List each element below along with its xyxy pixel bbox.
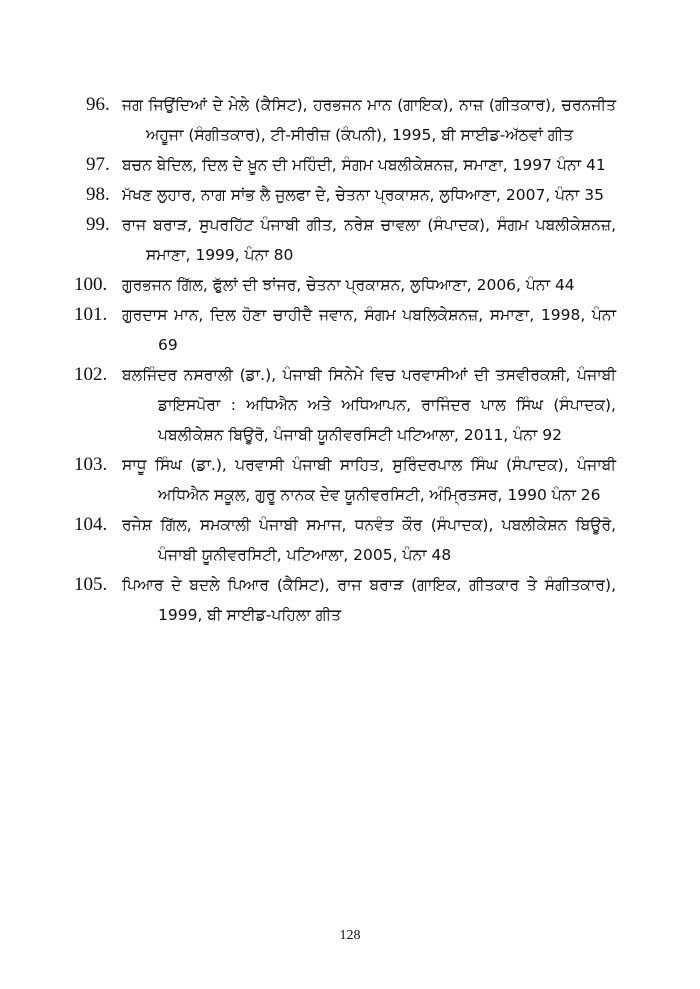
page-number: 128 bbox=[339, 928, 361, 943]
reference-text: ਸਾਧੂ ਸਿੰਘ (ਡਾ.), ਪਰਵਾਸੀ ਪੰਜਾਬੀ ਸਾਹਿਤ, ਸੁਰਿੰਦਰਪਾਲ ਸਿੰਘ (ਸੰਪਾਦਕ), ਪੰਜਾਬੀ ਅਧਿਐਨ ਸਕੂਲ, ਗੁਰੂ ਨਾਨਕ ਦੇਵ ਯੂਨੀਵਰਸਿਟੀ, ਅੰਮ੍ਰਿਤਸਰ, 1990 ਪੰਨਾ 26 bbox=[122, 456, 616, 504]
reference-item: 100. ਗੁਰਭਜਨ ਗਿੱਲ, ਫੁੱਲਾਂ ਦੀ ਝਾਂਜਰ, ਚੇਤਨਾ ਪ੍ਰਕਾਸ਼ਨ, ਲੁਧਿਆਣਾ, 2006, ਪੰਨਾ 44 bbox=[74, 274, 575, 295]
reference-item: 101. ਗੁਰਦਾਸ ਮਾਨ, ਦਿਲ ਹੋਣਾ ਚਾਹੀਦੈ ਜਵਾਨ, ਸੰਗਮ ਪਬਲਿਕੇਸ਼ਨਜ਼, ਸਮਾਣਾ, 1998, ਪੰਨਾ 69 bbox=[74, 304, 616, 354]
reference-item: 103. ਸਾਧੂ ਸਿੰਘ (ਡਾ.), ਪਰਵਾਸੀ ਪੰਜਾਬੀ ਸਾਹਿਤ, ਸੁਰਿੰਦਰਪਾਲ ਸਿੰਘ (ਸੰਪਾਦਕ), ਪੰਜਾਬੀ ਅਧਿਐਨ ਸਕੂਲ, ਗੁਰੂ ਨਾਨਕ ਦੇਵ ਯੂਨੀਵਰਸਿਟੀ, ਅੰਮ੍ਰਿਤਸਰ, 1990 ਪੰਨਾ 26 bbox=[74, 454, 616, 504]
reference-item: 96. ਜਗ ਜਿਉਂਦਿਆਂ ਦੇ ਮੇਲੇ (ਕੈਸਿਟ), ਹਰਭਜਨ ਮਾਨ (ਗਾਇਕ), ਨਾਜ਼ (ਗੀਤਕਾਰ), ਚਰਨਜੀਤ ਅਹੂਜਾ (ਸੰਗੀਤਕਾਰ), ਟੀ-ਸੀਰੀਜ਼ (ਕੰਪਨੀ), 1995, ਬੀ ਸਾਈਡ-ਅੱਠਵਾਂ ਗੀਤ bbox=[86, 94, 616, 144]
reference-text: ਰਜੇਸ਼ ਗਿੱਲ, ਸਮਕਾਲੀ ਪੰਜਾਬੀ ਸਮਾਜ, ਧਨਵੰਤ ਕੌਰ (ਸੰਪਾਦਕ), ਪਬਲੀਕੇਸ਼ਨ ਬਿਊਰੋ, ਪੰਜਾਬੀ ਯੂਨੀਵਰਸਿਟੀ, ਪਟਿਆਲਾ, 2005, ਪੰਨਾ 48 bbox=[122, 516, 616, 564]
reference-text: ਬਲਜਿੰਦਰ ਨਸਰਾਲੀ (ਡਾ.), ਪੰਜਾਬੀ ਸਿਨੇਮੇ ਵਿਚ ਪਰਵਾਸੀਆਂ ਦੀ ਤਸਵੀਰਕਸ਼ੀ, ਪੰਜਾਬੀ ਡਾਇਸਪੋਰਾ : ਅਧਿਐਨ ਅਤੇ ਅਧਿਆਪਨ, ਰਾਜਿੰਦਰ ਪਾਲ ਸਿੰਘ (ਸੰਪਾਦਕ), ਪਬਲੀਕੇਸ਼ਨ ਬਿਊਰੋ, ਪੰਜਾਬੀ ਯੂਨੀਵਰਸਿਟੀ ਪਟਿਆਲਾ, 2011, ਪੰਨਾ 92 bbox=[122, 366, 616, 444]
reference-text: ਗੁਰਭਜਨ ਗਿੱਲ, ਫੁੱਲਾਂ ਦੀ ਝਾਂਜਰ, ਚੇਤਨਾ ਪ੍ਰਕਾਸ਼ਨ, ਲੁਧਿਆਣਾ, 2006, ਪੰਨਾ 44 bbox=[122, 276, 575, 294]
reference-text: ਮੱਖਣ ਲੁਹਾਰ, ਨਾਗ ਸਾਂਭ ਲੈ ਜੁਲਫਾ ਦੇ, ਚੇਤਨਾ ਪ੍ਰਕਾਸ਼ਨ, ਲੁਧਿਆਣਾ, 2007, ਪੰਨਾ 35 bbox=[122, 186, 604, 204]
reference-text: ਬਚਨ ਬੇਦਿਲ, ਦਿਲ ਦੇ ਖ਼ੂਨ ਦੀ ਮਹਿੰਦੀ, ਸੰਗਮ ਪਬਲੀਕੇਸ਼ਨਜ਼, ਸਮਾਣਾ, 1997 ਪੰਨਾ 41 bbox=[122, 156, 606, 174]
reference-list bbox=[74, 90, 616, 630]
reference-item: 99. ਰਾਜ ਬਰਾੜ, ਸੁਪਰਹਿੱਟ ਪੰਜਾਬੀ ਗੀਤ, ਨਰੇਸ਼ ਚਾਵਲਾ (ਸੰਪਾਦਕ), ਸੰਗਮ ਪਬਲੀਕੇਸ਼ਨਜ਼, ਸਮਾਣਾ, 1999, ਪੰਨਾ 80 bbox=[86, 214, 616, 264]
reference-item: 102. ਬਲਜਿੰਦਰ ਨਸਰਾਲੀ (ਡਾ.), ਪੰਜਾਬੀ ਸਿਨੇਮੇ ਵਿਚ ਪਰਵਾਸੀਆਂ ਦੀ ਤਸਵੀਰਕਸ਼ੀ, ਪੰਜਾਬੀ ਡਾਇਸਪੋਰਾ : ਅਧਿਐਨ ਅਤੇ ਅਧਿਆਪਨ, ਰਾਜਿੰਦਰ ਪਾਲ ਸਿੰਘ (ਸੰਪਾਦਕ), ਪਬਲੀਕੇਸ਼ਨ ਬਿਊਰੋ, ਪੰਜਾਬੀ ਯੂਨੀਵਰਸਿਟੀ ਪਟਿਆਲਾ, 2011, ਪੰਨਾ 92 bbox=[74, 364, 616, 444]
reference-item: 97. ਬਚਨ ਬੇਦਿਲ, ਦਿਲ ਦੇ ਖ਼ੂਨ ਦੀ ਮਹਿੰਦੀ, ਸੰਗਮ ਪਬਲੀਕੇਸ਼ਨਜ਼, ਸਮਾਣਾ, 1997 ਪੰਨਾ 41 bbox=[86, 154, 606, 175]
reference-text: ਰਾਜ ਬਰਾੜ, ਸੁਪਰਹਿੱਟ ਪੰਜਾਬੀ ਗੀਤ, ਨਰੇਸ਼ ਚਾਵਲਾ (ਸੰਪਾਦਕ), ਸੰਗਮ ਪਬਲੀਕੇਸ਼ਨਜ਼, ਸਮਾਣਾ, 1999, ਪੰਨਾ 80 bbox=[122, 216, 616, 264]
reference-text: ਗੁਰਦਾਸ ਮਾਨ, ਦਿਲ ਹੋਣਾ ਚਾਹੀਦੈ ਜਵਾਨ, ਸੰਗਮ ਪਬਲਿਕੇਸ਼ਨਜ਼, ਸਮਾਣਾ, 1998, ਪੰਨਾ 69 bbox=[122, 306, 616, 354]
reference-item: 105. ਪਿਆਰ ਦੇ ਬਦਲੇ ਪਿਆਰ (ਕੈਸਿਟ), ਰਾਜ ਬਰਾੜ (ਗਾਇਕ, ਗੀਤਕਾਰ ਤੇ ਸੰਗੀਤਕਾਰ), 1999, ਬੀ ਸਾਈਡ-ਪਹਿਲਾ ਗੀਤ bbox=[74, 574, 616, 624]
reference-item: 98. ਮੱਖਣ ਲੁਹਾਰ, ਨਾਗ ਸਾਂਭ ਲੈ ਜੁਲਫਾ ਦੇ, ਚੇਤਨਾ ਪ੍ਰਕਾਸ਼ਨ, ਲੁਧਿਆਣਾ, 2007, ਪੰਨਾ 35 bbox=[86, 184, 604, 205]
reference-item: 104. ਰਜੇਸ਼ ਗਿੱਲ, ਸਮਕਾਲੀ ਪੰਜਾਬੀ ਸਮਾਜ, ਧਨਵੰਤ ਕੌਰ (ਸੰਪਾਦਕ), ਪਬਲੀਕੇਸ਼ਨ ਬਿਊਰੋ, ਪੰਜਾਬੀ ਯੂਨੀਵਰਸਿਟੀ, ਪਟਿਆਲਾ, 2005, ਪੰਨਾ 48 bbox=[74, 514, 616, 564]
reference-text: ਪਿਆਰ ਦੇ ਬਦਲੇ ਪਿਆਰ (ਕੈਸਿਟ), ਰਾਜ ਬਰਾੜ (ਗਾਇਕ, ਗੀਤਕਾਰ ਤੇ ਸੰਗੀਤਕਾਰ), 1999, ਬੀ ਸਾਈਡ-ਪਹਿਲਾ ਗੀਤ bbox=[122, 576, 616, 624]
reference-text: ਜਗ ਜਿਉਂਦਿਆਂ ਦੇ ਮੇਲੇ (ਕੈਸਿਟ), ਹਰਭਜਨ ਮਾਨ (ਗਾਇਕ), ਨਾਜ਼ (ਗੀਤਕਾਰ), ਚਰਨਜੀਤ ਅਹੂਜਾ (ਸੰਗੀਤਕਾਰ), ਟੀ-ਸੀਰੀਜ਼ (ਕੰਪਨੀ), 1995, ਬੀ ਸਾਈਡ-ਅੱਠਵਾਂ ਗੀਤ bbox=[122, 96, 616, 144]
